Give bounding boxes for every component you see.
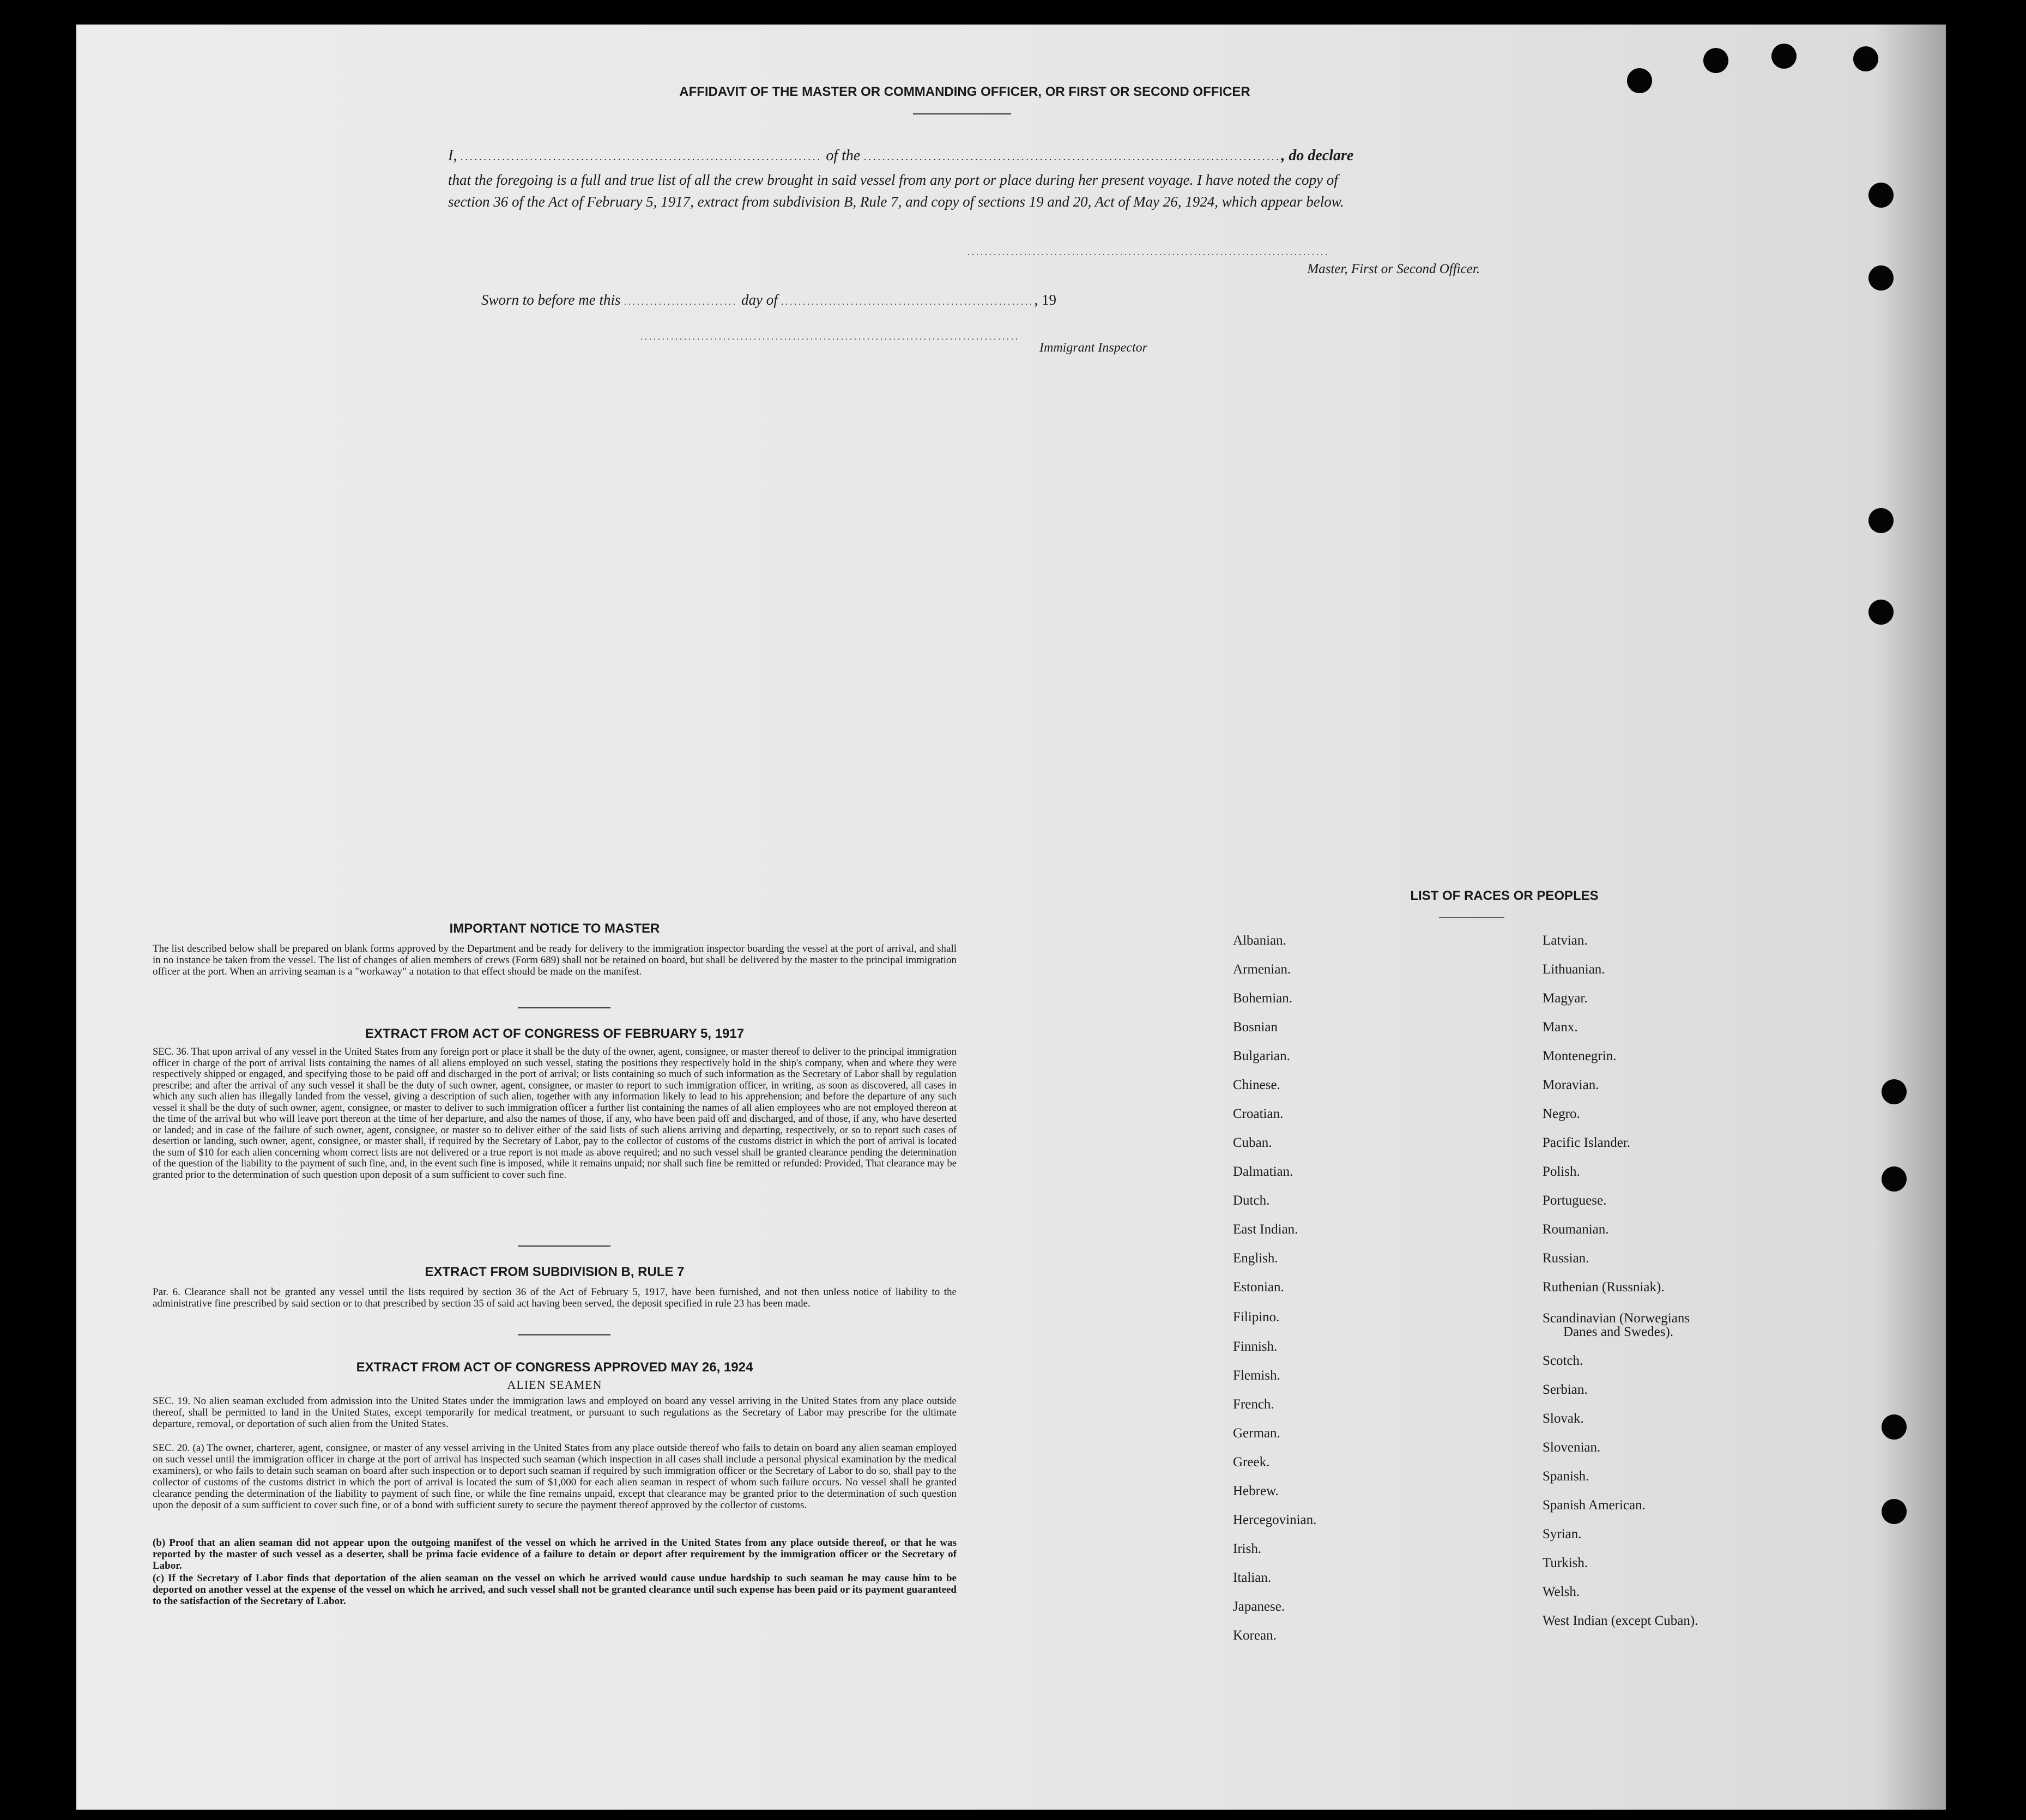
race-item: Bohemian.	[1233, 991, 1293, 1006]
punch-hole	[1703, 48, 1728, 73]
page-edge-shadow	[1875, 25, 1946, 1810]
affidavit-declare: , do declare	[1281, 147, 1354, 164]
race-item: West Indian (except Cuban).	[1543, 1613, 1698, 1628]
race-item: Armenian.	[1233, 962, 1291, 977]
sworn-line	[481, 292, 1190, 309]
race-item: Spanish.	[1543, 1469, 1589, 1484]
punch-hole	[1771, 44, 1797, 69]
race-item: Slovenian.	[1543, 1440, 1601, 1455]
race-item: Latvian.	[1543, 933, 1588, 948]
race-item: Finnish.	[1233, 1339, 1278, 1354]
race-item: Bulgarian.	[1233, 1049, 1290, 1063]
race-item: Dutch.	[1233, 1193, 1270, 1208]
race-item: Greek.	[1233, 1455, 1270, 1470]
race-item: Albanian.	[1233, 933, 1286, 948]
notice-body: The list described below shall be prepared on blank forms approved by the Department and be ready for delivery to the immigration inspector boarding the vessel at the port of arrival, and shall in no instance be taken from the vessel. The list of changes of alien members of crews (Form 689) shall not be retained on board, but shall be delivered by the master to the principal immigration officer at the port. When an arriving seaman is a "workaway" a notation to that effect should be made on the manifest.	[153, 943, 957, 977]
affidavit-line-3: section 36 of the Act of February 5, 1917, extract from subdivision B, Rule 7, and copy of sections 19 and 20, Act of May 26, 1924, which appear below.	[448, 194, 1344, 210]
punch-hole	[1882, 1414, 1907, 1440]
race-item: Estonian.	[1233, 1280, 1284, 1295]
inspector-signature-line: .......................................................................................	[640, 332, 1020, 342]
race-item: Slovak.	[1543, 1411, 1584, 1426]
sec-20c-body: (c) If the Secretary of Labor finds that deportation of the alien seaman on the vessel on which he arrived would cause undue hardship to such seaman he may cause him to be deported on another vessel at the expense of the vessel on which he arrived, and such vessel shall not be granted clearance until such expense has been paid or its payment guaranteed to the satisfaction of the Secretary of Labor.	[153, 1573, 957, 1607]
race-item: Croatian.	[1233, 1106, 1284, 1121]
affidavit-i: I,	[448, 147, 457, 164]
race-item: Negro.	[1543, 1106, 1580, 1121]
punch-hole	[1882, 1166, 1907, 1192]
race-item: Pacific Islander.	[1543, 1135, 1631, 1150]
divider	[913, 113, 1011, 114]
race-item: Welsh.	[1543, 1585, 1580, 1599]
race-item: Scandinavian (Norwegians	[1543, 1311, 1690, 1326]
race-item: East Indian.	[1233, 1222, 1298, 1237]
affidavit-of-the: of the	[826, 147, 861, 164]
race-item: Roumanian.	[1543, 1222, 1609, 1237]
affidavit-line-2: that the foregoing is a full and true list of all the crew brought in said vessel from any port or place during her present voyage. I have noted the copy of	[448, 172, 1338, 188]
race-item: Chinese.	[1233, 1078, 1280, 1092]
dotted-blank: ..............................................................................	[461, 152, 823, 162]
punch-hole	[1868, 508, 1894, 533]
dotted-blank: ..........................................................	[781, 298, 1035, 307]
race-item: Turkish.	[1543, 1556, 1588, 1570]
extract-1917-body: SEC. 36. That upon arrival of any vessel in the United States from any foreign port or place it shall be the duty of the owner, agent, consignee, or master thereof to deliver to the principal immigration officer in charge of the port of arrival lists containing the names of all aliens employed on such vessel, stating the positions they respectively hold in the ship's company, when and where they were respectively shipped or engaged, and specifying those to be paid off and discharged in the port of arrival; or lists containing so much of such information as the Secretary of Labor shall by regulation prescribe; and after the arrival of any such vessel it shall be the duty of such owner, agent, consignee, or master to report to such immigration officer, in writing, as soon as discovered, all cases in which any such alien has illegally landed from the vessel, giving a description of such alien, together with any information likely to lead to his apprehension; and before the departure of any such vessel it shall be the duty of such owner, agent, consignee, or master to deliver to such immigration officer a further list containing the names of all alien employees who are not employed thereon at the time of the arrival but who will leave port thereon at the time of her departure, and also the names of those, if any, who have been paid off and discharged, and of those, if any, who have deserted or landed; and in case of the failure of such owner, agent, consignee, or master so to deliver either of the said lists of such aliens arriving and departing, respectively, or so to report such cases of desertion or landing, such owner, agent, consignee, or master shall, if required by the Secretary of Labor, pay to the collector of customs of the customs district in which the port of arrival is located the sum of $10 for each alien concerning whom correct lists are not delivered or a true report is not made as above required; and no such vessel shall be granted clearance pending the determination of the question of the liability to the payment of such fine, and, in the event such fine is imposed, while it remains unpaid; nor shall such fine be remitted or refunded: Provided, That clearance may be granted prior to the determination of such question upon deposit of a sum sufficient to cover such fine.	[153, 1047, 957, 1181]
race-item: Magyar.	[1543, 991, 1588, 1006]
race-item: Cuban.	[1233, 1135, 1272, 1150]
punch-hole	[1868, 265, 1894, 291]
race-item: Filipino.	[1233, 1310, 1280, 1325]
dotted-blank: ..........................................................................................	[864, 152, 1281, 162]
race-item: French.	[1233, 1397, 1274, 1412]
master-label: Master, First or Second Officer.	[1307, 262, 1480, 276]
race-item: Flemish.	[1233, 1368, 1280, 1383]
extract-1924-subtitle: ALIEN SEAMEN	[507, 1378, 602, 1392]
punch-hole	[1882, 1499, 1907, 1524]
race-item: Italian.	[1233, 1570, 1272, 1585]
notice-title: IMPORTANT NOTICE TO MASTER	[449, 921, 660, 936]
race-item: Moravian.	[1543, 1078, 1599, 1092]
race-item: Irish.	[1233, 1541, 1262, 1556]
race-item: Manx.	[1543, 1020, 1578, 1035]
race-item: Korean.	[1233, 1628, 1277, 1643]
master-signature-line: ...................................................................................	[967, 248, 1329, 257]
sec-19-body: SEC. 19. No alien seaman excluded from admission into the United States under the immigration laws and employed on board any vessel arriving in the United States from any place outside thereof, shall be permitted to land in the United States, except temporarily for medical treatment, or pursuant to such regulations as the Secretary of Labor may prescribe for the ultimate departure, removal, or deportation of such alien from the United States.	[153, 1395, 957, 1430]
punch-hole	[1868, 600, 1894, 625]
sec-20a-body: SEC. 20. (a) The owner, charterer, agent, consignee, or master of any vessel arriving in the United States from any place outside thereof who fails to detain on board any alien seaman employed on such vessel until the immigration officer in charge at the port of arrival has inspected such seaman (which inspection in all cases shall include a personal physical examination by the medical examiners), or who fails to detain such seaman on board after such inspection or to deport such seaman if required by such immigration officer or the Secretary of Labor to do so, shall pay to the collector of customs of the customs district in which the port of arrival is located the sum of $1,000 for each alien seaman in respect of whom such failure occurs. No vessel shall be granted clearance pending the determination of the liability to payment of such fine, or while the fine remains unpaid, except that clearance may be granted prior to the determination of such question upon the deposit of a sum sufficient to cover such fine, or of a bond with sufficient surety to secure the payment thereof approved by the collector of customs.	[153, 1442, 957, 1511]
rule-7-body: Par. 6. Clearance shall not be granted any vessel until the lists required by section 36 of the Act of February 5, 1917, have been furnished, and not then unless notice of liability to the administrative fine prescribed by said section or to that prescribed by section 35 of said act having been served, the deposit specified in rule 23 has been made.	[153, 1286, 957, 1309]
race-item: Syrian.	[1543, 1527, 1582, 1541]
race-item: Russian.	[1543, 1251, 1589, 1266]
race-item: Serbian.	[1543, 1382, 1588, 1397]
race-item: Hercegovinian.	[1233, 1513, 1317, 1527]
race-item: Polish.	[1543, 1164, 1580, 1179]
divider	[518, 1334, 610, 1335]
day-of-label: day of	[741, 292, 778, 308]
race-item: Spanish American.	[1543, 1498, 1646, 1513]
race-item: Hebrew.	[1233, 1484, 1279, 1498]
punch-hole	[1627, 68, 1652, 93]
affidavit-line-1	[448, 147, 1478, 165]
races-title: LIST OF RACES OR PEOPLES	[1410, 888, 1599, 903]
race-item: Japanese.	[1233, 1599, 1285, 1614]
rule-7-title: EXTRACT FROM SUBDIVISION B, RULE 7	[425, 1265, 685, 1279]
dotted-blank: ..........................	[624, 298, 738, 307]
race-item: Montenegrin.	[1543, 1049, 1617, 1063]
sworn-label: Sworn to before me this	[481, 292, 621, 308]
extract-1917-title: EXTRACT FROM ACT OF CONGRESS OF FEBRUARY 5, 1917	[365, 1026, 745, 1041]
race-item: English.	[1233, 1251, 1278, 1266]
race-item: Bosnian	[1233, 1020, 1278, 1035]
race-item: Scotch.	[1543, 1353, 1583, 1368]
divider	[1439, 917, 1504, 918]
race-item: Dalmatian.	[1233, 1164, 1293, 1179]
race-item: Portuguese.	[1543, 1193, 1607, 1208]
sec-20b-body: (b) Proof that an alien seaman did not appear upon the outgoing manifest of the vessel on which he arrived in the United States from any place outside thereof, or that he was reported by the master of such vessel as a deserter, shall be prima facie evidence of a failure to detain or deport after requirement by the immigration officer or the Secretary of Labor.	[153, 1537, 957, 1571]
divider	[518, 1245, 610, 1247]
inspector-label: Immigrant Inspector	[1039, 341, 1147, 355]
race-item: Danes and Swedes).	[1563, 1325, 1674, 1339]
year-prefix: , 19	[1034, 292, 1056, 308]
punch-hole	[1853, 46, 1878, 71]
race-item: Ruthenian (Russniak).	[1543, 1280, 1665, 1295]
race-item: Lithuanian.	[1543, 962, 1605, 977]
extract-1924-title: EXTRACT FROM ACT OF CONGRESS APPROVED MAY 26, 1924	[356, 1360, 753, 1375]
divider	[518, 1007, 610, 1008]
punch-hole	[1868, 183, 1894, 208]
affidavit-title: AFFIDAVIT OF THE MASTER OR COMMANDING OFFICER, OR FIRST OR SECOND OFFICER	[679, 84, 1250, 99]
race-item: German.	[1233, 1426, 1280, 1441]
punch-hole	[1882, 1079, 1907, 1104]
